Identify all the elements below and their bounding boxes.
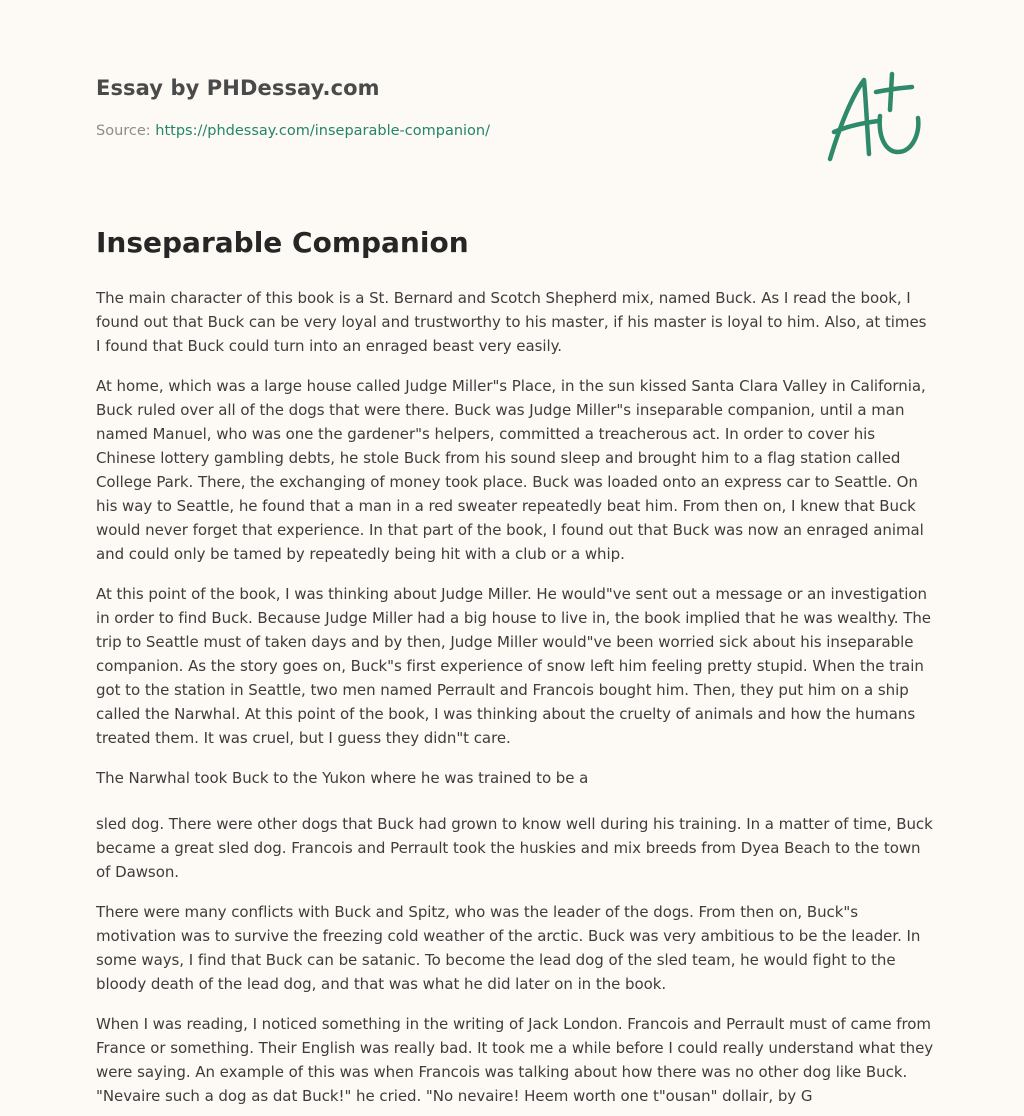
paragraph-1: The main character of this book is a St. Bernard and Scotch Shepherd mix, named Buck. As I read the book, I found out that Buck can be very loyal and trustworthy to his master, if his master is loyal to him. Also, at times I found that Buck could turn into an enraged beast very easily. <box>96 289 927 355</box>
site-title: Essay by PHDessay.com <box>96 76 380 100</box>
paragraph-3: At this point of the book, I was thinking about Judge Miller. He would"ve sent out a message or an investigation in order to find Buck. Because Judge Miller had a big house to live in, the book implied that he was wealthy. The trip to Seattle must of taken days and by then, Judge Miller would"ve been worried sick about his inseparable companion. As the story goes on, Buck"s first experience of snow left him feeling pretty stupid. When the train got to the station in Seattle, two men named Perrault and Francois bought him. Then, they put him on a ship called the Narwhal. At this point of the book, I was thinking about the cruelty of animals and how the humans treated them. It was cruel, but I guess they didn"t care. <box>96 585 931 747</box>
source-link[interactable]: https://phdessay.com/inseparable-companion/ <box>155 123 491 139</box>
a-plus-logo-icon <box>820 66 930 166</box>
essay-body <box>96 286 934 1116</box>
paragraph-2: At home, which was a large house called Judge Miller"s Place, in the sun kissed Santa Clara Valley in California, Buck ruled over all of the dogs that were there. Buck was Judge Miller"s inseparable companion, until a man named Manuel, who was one the gardener"s helpers, committed a treacherous act. In order to cover his Chinese lottery gambling debts, he stole Buck from his sound sleep and brought him to a flag station called College Park. There, the exchanging of money took place. Buck was loaded onto an express car to Seattle. On his way to Seattle, he found that a man in a red sweater repeatedly beat him. From then on, I knew that Buck would never forget that experience. In that part of the book, I found out that Buck was now an enraged animal and could only be tamed by repeatedly being hit with a club or a whip. <box>96 377 926 563</box>
source-label: Source: <box>96 123 151 139</box>
paragraph-4: The Narwhal took Buck to the Yukon where he was trained to be a <box>96 769 589 787</box>
paragraph-7: When I was reading, I noticed something in the writing of Jack London. Francois and Perrault must of came from France or something. Their English was really bad. It took me a while before I could really understand what they were saying. An example of this was when Francois was talking about how there was no other dog like Buck. "Nevaire such a dog as dat Buck!" he cried. "No nevaire! Heem worth one t"ousan" dollair, by G <box>96 1015 934 1105</box>
paragraph-5: sled dog. There were other dogs that Buck had grown to know well during his training. In a matter of time, Buck became a great sled dog. Francois and Perrault took the huskies and mix breeds from Dyea Beach to the town of Dawson. <box>96 815 933 881</box>
source-line <box>96 123 490 139</box>
paragraph-6: There were many conflicts with Buck and Spitz, who was the leader of the dogs. From then on, Buck"s motivation was to survive the freezing cold weather of the arctic. Buck was very ambitious to be the leader. In some ways, I find that Buck can be satanic. To become the lead dog of the sled team, he would fight to the bloody death of the lead dog, and that was what he did later on in the book. <box>96 903 921 993</box>
essay-title: Inseparable Companion <box>96 226 469 259</box>
